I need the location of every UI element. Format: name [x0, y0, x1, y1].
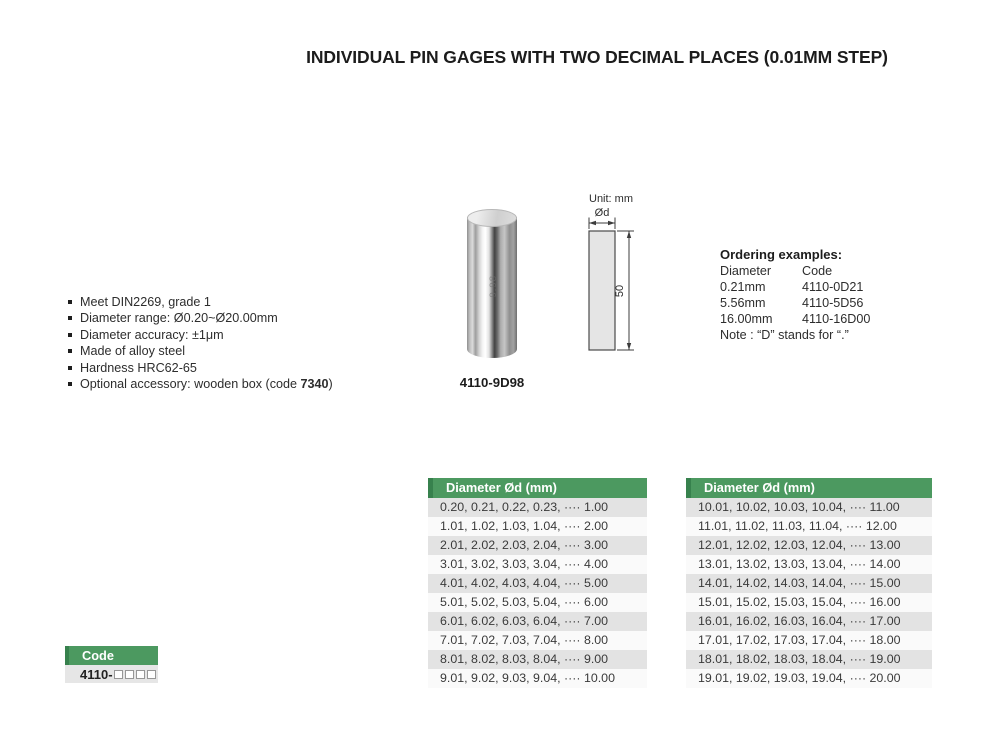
bullet-icon — [68, 349, 72, 353]
ordering-table — [720, 263, 930, 327]
ordering-code: 4110-0D21 — [802, 280, 864, 294]
dimension-diagram — [575, 186, 647, 361]
bullet-icon — [68, 300, 72, 304]
ordering-title: Ordering examples: — [720, 247, 843, 262]
feature-text: Diameter accuracy: ±1μm — [80, 327, 224, 342]
code-box-value — [65, 665, 158, 683]
feature-text: Made of alloy steel — [80, 344, 186, 359]
arrowhead-left — [589, 221, 596, 225]
ordering-diameter: 0.21mm — [720, 280, 766, 294]
feature-item — [68, 327, 333, 343]
unit-label: Unit: mm — [589, 193, 633, 205]
table-row: 18.01, 18.02, 18.03, 18.04, ···· 19.00 — [686, 650, 932, 669]
table-row: 14.01, 14.02, 14.03, 14.04, ···· 15.00 — [686, 574, 932, 593]
ordering-code: 4110-16D00 — [802, 312, 871, 326]
table-row: 15.01, 15.02, 15.03, 15.04, ···· 16.00 — [686, 593, 932, 612]
code-placeholder-box — [125, 670, 134, 679]
arrowhead-down — [627, 343, 631, 350]
table-row: 5.01, 5.02, 5.03, 5.04, ···· 6.00 — [428, 593, 647, 612]
table-row: 9.01, 9.02, 9.03, 9.04, ···· 10.00 — [428, 669, 647, 688]
feature-item — [68, 294, 333, 310]
code-box-header: Code — [65, 646, 158, 665]
table-row: 10.01, 10.02, 10.03, 10.04, ···· 11.00 — [686, 498, 932, 517]
bullet-icon — [68, 333, 72, 337]
table-row: 2.01, 2.02, 2.03, 2.04, ···· 3.00 — [428, 536, 647, 555]
code-placeholder-box — [136, 670, 145, 679]
ordering-diameter: 5.56mm — [720, 296, 766, 310]
ordering-code: 4110-5D56 — [802, 296, 864, 310]
accessory-code: 7340 — [300, 377, 329, 392]
table-row: 13.01, 13.02, 13.03, 13.04, ···· 14.00 — [686, 555, 932, 574]
table-row: 11.01, 11.02, 11.03, 11.04, ···· 12.00 — [686, 517, 932, 536]
feature-item — [68, 360, 333, 376]
table-row: 7.01, 7.02, 7.03, 7.04, ···· 8.00 — [428, 631, 647, 650]
table-row: 12.01, 12.02, 12.03, 12.04, ···· 13.00 — [686, 536, 932, 555]
pin-marking: 9.98 — [488, 275, 499, 298]
code-placeholder-box — [147, 670, 156, 679]
table-row: 0.20, 0.21, 0.22, 0.23, ···· 1.00 — [428, 498, 647, 517]
size-table-header: Diameter Ød (mm) — [428, 478, 647, 498]
pin-top-face — [467, 209, 517, 227]
feature-item — [68, 310, 333, 326]
diameter-dim-label: Ød — [594, 207, 610, 219]
feature-text: Hardness HRC62-65 — [80, 360, 197, 375]
feature-item — [68, 376, 333, 392]
size-table-right — [686, 478, 932, 688]
feature-text: Optional accessory: wooden box (code 7340) — [80, 377, 333, 392]
ordering-examples — [720, 247, 930, 343]
product-code-label: 4110-9D98 — [459, 375, 525, 390]
bullet-icon — [68, 316, 72, 320]
feature-item — [68, 343, 333, 359]
table-row: 16.01, 16.02, 16.03, 16.04, ···· 17.00 — [686, 612, 932, 631]
feature-text: Diameter range: Ø0.20~Ø20.00mm — [80, 311, 278, 326]
table-row: 3.01, 3.02, 3.03, 3.04, ···· 4.00 — [428, 555, 647, 574]
pin-cylinder — [467, 217, 517, 358]
table-row: 4.01, 4.02, 4.03, 4.04, ···· 5.00 — [428, 574, 647, 593]
table-row: 1.01, 1.02, 1.03, 1.04, ···· 2.00 — [428, 517, 647, 536]
code-box — [65, 646, 158, 683]
pin-gage-photo — [467, 209, 517, 358]
ordering-col-code: Code — [802, 264, 833, 278]
table-row: 17.01, 17.02, 17.03, 17.04, ···· 18.00 — [686, 631, 932, 650]
ordering-diameter: 16.00mm — [720, 312, 773, 326]
bullet-icon — [68, 366, 72, 370]
table-row: 6.01, 6.02, 6.03, 6.04, ···· 7.00 — [428, 612, 647, 631]
feature-list — [68, 294, 333, 392]
length-dim-label: 50 — [614, 284, 626, 298]
ordering-note: Note : “D” stands for “.” — [720, 328, 849, 342]
page-title: INDIVIDUAL PIN GAGES WITH TWO DECIMAL PLACES (0.01MM STEP) — [306, 47, 888, 67]
pin-outline-rect — [589, 231, 615, 350]
size-table-left — [428, 478, 647, 688]
table-row: 19.01, 19.02, 19.03, 19.04, ···· 20.00 — [686, 669, 932, 688]
code-placeholder-box — [114, 670, 123, 679]
feature-text: Meet DIN2269, grade 1 — [80, 295, 211, 309]
code-prefix: 4110- — [80, 666, 113, 682]
arrowhead-right — [608, 221, 615, 225]
ordering-col-diameter: Diameter — [720, 264, 772, 278]
arrowhead-up — [627, 231, 631, 238]
size-table-header: Diameter Ød (mm) — [686, 478, 932, 498]
bullet-icon — [68, 382, 72, 386]
table-row: 8.01, 8.02, 8.03, 8.04, ···· 9.00 — [428, 650, 647, 669]
